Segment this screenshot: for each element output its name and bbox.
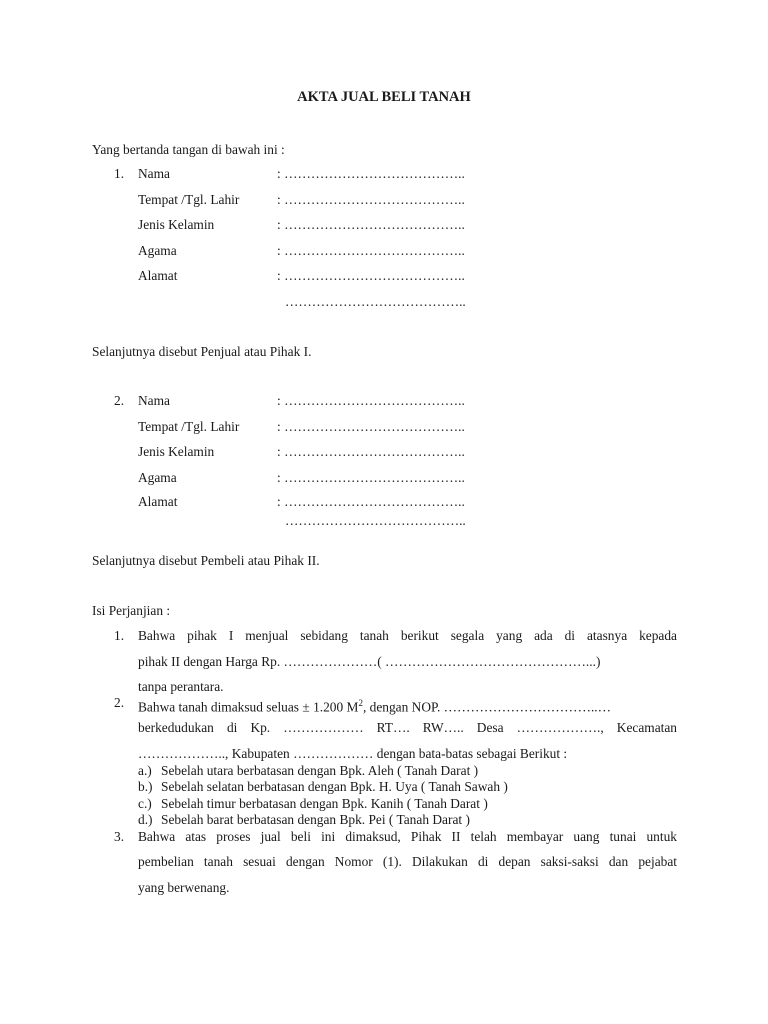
- party1-blank-gender: : …………………………………..: [277, 217, 465, 232]
- party1-field-agama: Agama: [138, 243, 177, 258]
- agreement-item2-number: 2.: [114, 695, 125, 710]
- party1-blank-agama: : …………………………………..: [277, 243, 465, 258]
- party1-blank-ttl: : …………………………………..: [277, 192, 465, 207]
- party1-field-alamat: Alamat: [138, 268, 178, 283]
- agreement-item3-line2: pembelian tanah sesuai dengan Nomor (1). Dilakukan di depan saksi-saksi dan pejabat: [138, 854, 677, 869]
- border-item-c-text: Sebelah timur berbatasan dengan Bpk. Kanih ( Tanah Darat ): [161, 796, 488, 811]
- border-item-d-label: d.): [138, 812, 153, 827]
- party2-blank-ttl: : …………………………………..: [277, 419, 465, 434]
- border-item-a-label: a.): [138, 763, 152, 778]
- agreement-item2-line3: ……………….., Kabupaten ……………… dengan bata-batas sebagai Berikut :: [138, 746, 568, 761]
- party2-blank-alamat-cont: …………………………………..: [285, 513, 466, 528]
- party1-closing: Selanjutnya disebut Penjual atau Pihak I.: [92, 344, 312, 359]
- document-title: AKTA JUAL BELI TANAH: [297, 89, 471, 105]
- party2-blank-alamat: : …………………………………..: [277, 494, 465, 509]
- square-superscript: 2: [358, 698, 363, 708]
- agreement-item1-number: 1.: [114, 628, 125, 643]
- party1-blank-alamat-cont: …………………………………..: [285, 294, 466, 309]
- party1-field-nama: Nama: [138, 166, 170, 181]
- party2-field-agama: Agama: [138, 470, 177, 485]
- border-item-b-label: b.): [138, 779, 153, 794]
- agreement-item1-line3: tanpa perantara.: [138, 679, 224, 694]
- agreement-item3-line1: Bahwa atas proses jual beli ini dimaksud, Pihak II telah membayar uang tunai untuk: [138, 829, 677, 844]
- party1-field-ttl: Tempat /Tgl. Lahir: [138, 192, 240, 207]
- agreement-item2-nop-text: , dengan NOP. ……………………………..…: [362, 699, 612, 715]
- party2-blank-gender: : …………………………………..: [277, 444, 465, 459]
- agreement-item2-line2: berkedudukan di Kp. ……………… RT…. RW….. Desa ………………., Kecamatan: [138, 720, 677, 735]
- party2-closing: Selanjutnya disebut Pembeli atau Pihak II.: [92, 553, 320, 568]
- party1-blank-nama: : …………………………………..: [277, 166, 465, 181]
- agreement-item3-number: 3.: [114, 829, 125, 844]
- border-item-c-label: c.): [138, 796, 152, 811]
- party2-blank-nama: : …………………………………..: [277, 393, 465, 408]
- party1-blank-alamat: : …………………………………..: [277, 268, 465, 283]
- party2-field-alamat: Alamat: [138, 494, 178, 509]
- party1-number: 1.: [114, 166, 125, 181]
- party2-blank-agama: : …………………………………..: [277, 470, 465, 485]
- agreement-item1-line2: pihak II dengan Harga Rp. …………………( ………………………………………...): [138, 654, 601, 669]
- agreement-item2-area-text: Bahwa tanah dimaksud seluas ± 1.200 M: [138, 699, 359, 715]
- party2-field-gender: Jenis Kelamin: [138, 444, 215, 459]
- agreement-heading: Isi Perjanjian :: [92, 603, 171, 618]
- party2-field-ttl: Tempat /Tgl. Lahir: [138, 419, 240, 434]
- border-item-a-text: Sebelah utara berbatasan dengan Bpk. Aleh ( Tanah Darat ): [161, 763, 479, 778]
- party2-number: 2.: [114, 393, 125, 408]
- agreement-item2-line1: [138, 695, 611, 715]
- party2-field-nama: Nama: [138, 393, 170, 408]
- intro-text: Yang bertanda tangan di bawah ini :: [92, 142, 285, 157]
- agreement-item3-line3: yang berwenang.: [138, 880, 230, 895]
- border-item-d-text: Sebelah barat berbatasan dengan Bpk. Pei ( Tanah Darat ): [161, 812, 470, 827]
- border-item-b-text: Sebelah selatan berbatasan dengan Bpk. H. Uya ( Tanah Sawah ): [161, 779, 508, 794]
- agreement-item1-line1: Bahwa pihak I menjual sebidang tanah berikut segala yang ada di atasnya kepada: [138, 628, 677, 643]
- party1-field-gender: Jenis Kelamin: [138, 217, 215, 232]
